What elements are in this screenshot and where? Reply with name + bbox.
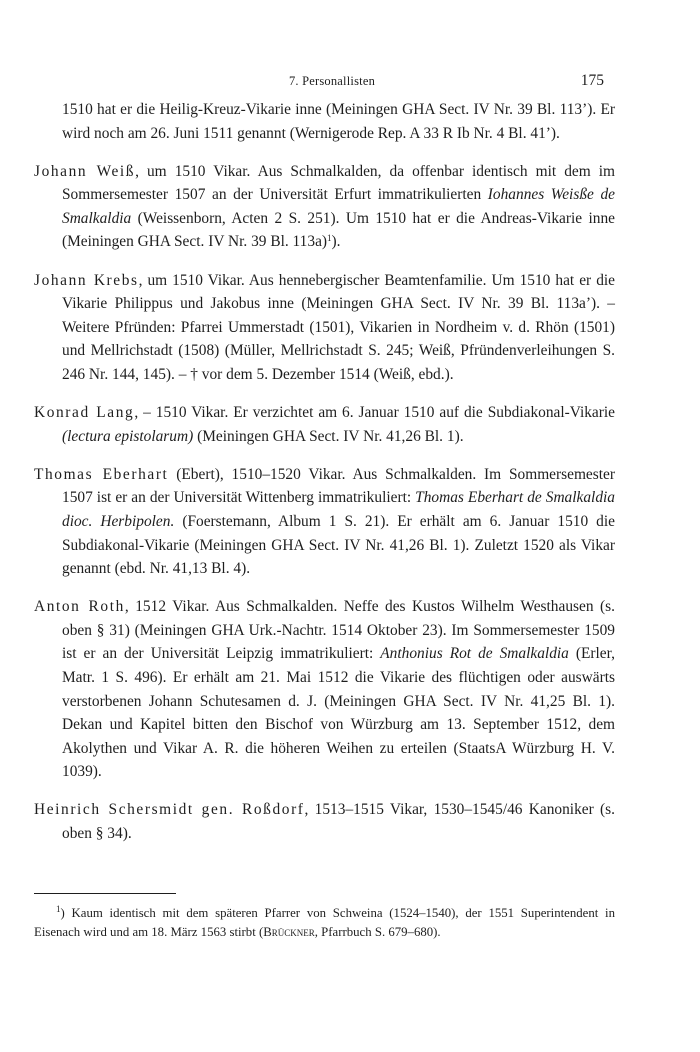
chapter-title: 7. Personallisten: [288, 74, 376, 88]
latin-quote: Anthonius Rot de Smalkaldia: [380, 645, 569, 663]
latin-quote: (lectura epistolarum): [62, 427, 194, 445]
person-name: Johann Krebs: [34, 271, 139, 289]
person-name: Heinrich Schersmidt gen. Roßdorf: [34, 801, 305, 819]
footnote-1: $^1$) Kaum identisch mit dem späteren Pfarrer von Schweina (1524–1540), der 1551 Superintendent in Eisenach wird und am 18. März 1563 stirbt (Brückner, Pfarrbuch S. 679–680).: [34, 904, 615, 939]
entry-heinrich-schersmidt: Heinrich Schersmidt gen. Roßdorf, 1513–1515 Vikar, 1530–1545/46 Kanoniker (s. oben § 34).: [34, 801, 615, 843]
entry-johann-krebs: Johann Krebs, um 1510 Vikar. Aus hennebergischer Beamtenfamilie. Um 1510 hat er die Vikarie Philippus und Jakobus inne (Meiningen GHA Sect. IV Nr. 39 Bl. 113a’). – Weitere Pfründen: Pfarrei Ummerstadt (1501), Vikarien in Nordheim v. d. Rhön (1501) und Mellrichstadt (1508) (Müller, Mellrichstadt S. 245; Weiß, Pfründenverleihungen S. 246 Nr. 144, 145). – † vor dem 5. Dezember 1514 (Weiß, ebd.).: [34, 271, 615, 383]
latin-quote: Thomas Eberhart de Smalkaldia dioc. Herbipolen.: [62, 489, 616, 530]
book-page: [34, 0, 630, 1052]
entry-johann-weiss: Johann Weiß, um 1510 Vikar. Aus Schmalkalden, da offenbar identisch mit dem im Sommersemester 1507 an der Universität Erfurt immatrikulierten Iohannes Weisße de Smalkaldia (Weissenborn, Acten 2 S. 251). Um 1510 hat er die Andreas-Vikarie inne (Meiningen GHA Sect. IV Nr. 39 Bl. 113a)$^1$).: [34, 162, 615, 251]
footnote-reference[interactable]: 1: [327, 233, 332, 244]
footnote-divider: [34, 893, 176, 894]
footnotes: [34, 904, 615, 942]
entry-konrad-lang: Konrad Lang, – 1510 Vikar. Er verzichtet am 6. Januar 1510 auf die Subdiakonal-Vikarie (lectura epistolarum) (Meiningen GHA Sect. IV Nr. 41,26 Bl. 1).: [34, 404, 615, 445]
footnote-marker: 1: [56, 904, 61, 914]
entry-thomas-eberhart: Thomas Eberhart (Ebert), 1510–1520 Vikar. Aus Schmalkalden. Im Sommersemester 1507 ist er an der Universität Wittenberg immatrikuliert: Thomas Eberhart de Smalkaldia dioc. Herbipolen. (Foerstemann, Album 1 S. 21). Er erhält am 6. Januar 1510 die Subdiakonal-Vikarie (Meiningen GHA Sect. IV Nr. 41,26 Bl. 1). Zuletzt 1520 als Vikar genannt (ebd. Nr. 41,13 Bl. 4).: [34, 465, 616, 578]
person-name: Konrad Lang: [34, 404, 135, 422]
person-name: Thomas Eberhart: [34, 465, 169, 483]
entry-anton-roth: Anton Roth, 1512 Vikar. Aus Schmalkalden. Neffe des Kustos Wilhelm Westhausen (s. oben § 31) (Meiningen GHA Urk.-Nachtr. 1514 Oktober 23). Im Sommersemester 1509 ist er an der Universität Leipzig immatrikuliert: Anthonius Rot de Smalkaldia (Erler, Matr. 1 S. 496). Er erhält am 21. Mai 1512 die Vikarie des flüchtigen oder auswärts verstorbenen Johann Schutesamen d. J. (Meiningen GHA Sect. IV Nr. 41,25 Bl. 1). Dekan und Kapitel bitten den Bischof von Würzburg am 13. September 1512, dem Akolythen und Vikar A. R. die höheren Weihen zu erteilen (StaatsA Würzburg H. V. 1039).: [34, 598, 615, 781]
latin-quote: Iohannes Weisße de Smalkaldia: [62, 186, 615, 227]
author-name: Brückner: [263, 925, 315, 939]
person-name: Anton Roth: [34, 598, 125, 616]
entry-continued-from-previous-page: 1510 hat er die Heilig-Kreuz-Vikarie inne (Meiningen GHA Sect. IV Nr. 39 Bl. 113’). Er wird noch am 26. Juni 1511 genannt (Wernigerode Rep. A 33 R Ib Nr. 4 Bl. 41’).: [62, 101, 615, 142]
page-number: 175: [580, 72, 604, 89]
running-header: [34, 72, 630, 92]
person-name: Johann Weiß: [34, 162, 136, 180]
body-text: [34, 98, 615, 846]
